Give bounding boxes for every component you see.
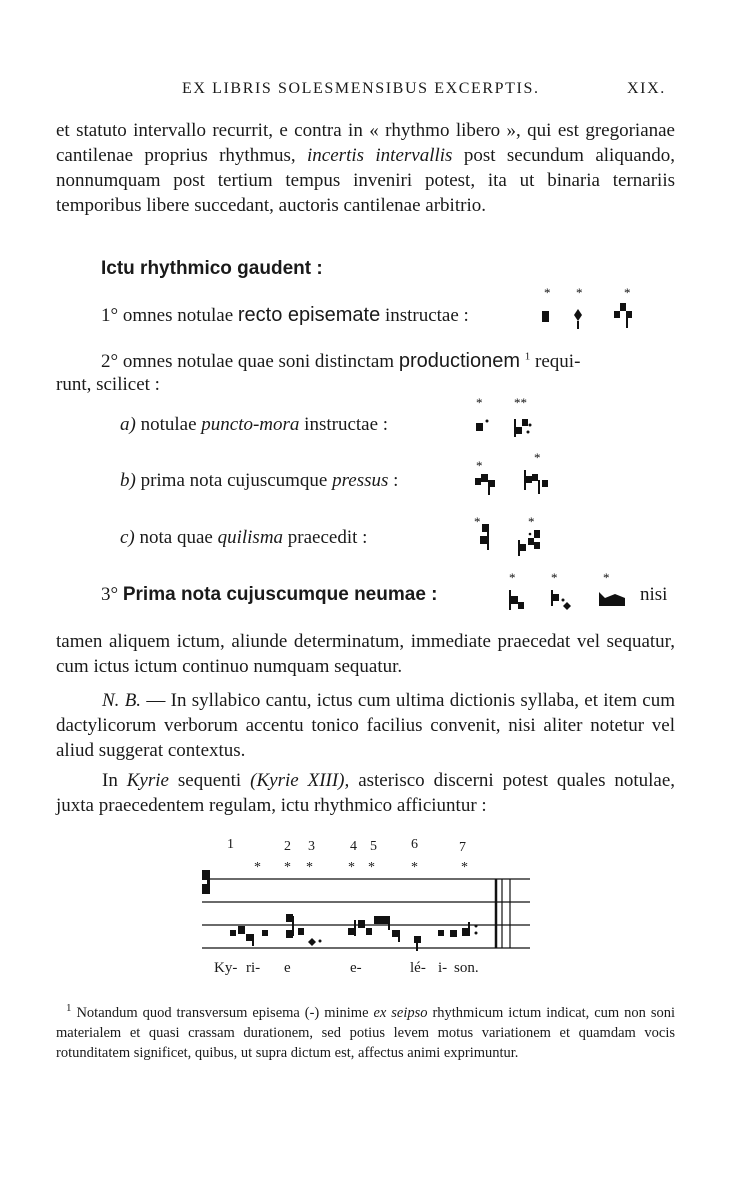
svg-text:*: * [624, 285, 631, 300]
sub-item-a: a) notulae puncto-mora instructae : [120, 414, 389, 435]
lyric-syllable: lé- [410, 960, 426, 976]
svg-text:*: * [534, 450, 541, 465]
page-number: XIX. [627, 80, 666, 97]
staff-number: 5 [370, 839, 377, 854]
item-3: 3° Prima nota cujuscumque neumae : [101, 584, 438, 605]
sub-item-c: c) nota quae quilisma praecedit : [120, 527, 368, 548]
staff-number: 4 [350, 839, 357, 854]
episema-neumes [530, 285, 650, 335]
asterisk: * [368, 860, 375, 875]
staff-number: 6 [411, 837, 418, 852]
kyrie-staff-example [200, 836, 532, 984]
svg-text:*: * [544, 285, 551, 300]
asterisk: * [254, 860, 261, 875]
pressus-neumes [470, 450, 570, 500]
lyric-syllable: ri- [246, 960, 261, 976]
staff-number: 1 [227, 837, 234, 852]
svg-text:*: * [551, 570, 558, 585]
svg-text:*: * [528, 514, 535, 529]
item-3-tail: nisi [640, 584, 668, 605]
section-heading: Ictu rhythmico gaudent : [101, 258, 323, 279]
asterisk: * [284, 860, 291, 875]
staff-number: 7 [459, 840, 466, 855]
svg-text:*: * [509, 570, 516, 585]
svg-text:*: * [603, 570, 610, 585]
lyric-syllable: son. [454, 960, 479, 976]
asterisk: * [348, 860, 355, 875]
paragraph-kyrie: In Kyrie sequenti (Kyrie XIII), asterisco discerni potest quales notulae, juxta praecedentem regulam, ictu rhythmico afficiuntur : [56, 770, 676, 816]
lyric-syllable: e- [350, 960, 362, 976]
quilisma-neumes [470, 512, 570, 562]
svg-text:*: * [476, 395, 483, 410]
puncto-mora-neumes [470, 395, 550, 440]
lyric-syllable: i- [438, 960, 448, 976]
item-2: 2° omnes notulae quae soni distinctam productionem $^1$ requi- [101, 350, 581, 372]
asterisk: * [461, 860, 468, 875]
svg-text:*: * [576, 285, 583, 300]
staff-number: 2 [284, 839, 291, 854]
asterisk: * [306, 860, 313, 875]
lyric-syllable: e [284, 960, 291, 976]
first-note-neumes [505, 570, 635, 615]
item-1: 1° omnes notulae recto episemate instructae : [101, 304, 469, 326]
paragraph-rhythm: et statuto intervallo recurrit, e contra in « rhythmo libero », qui est gregorianae cantilenae proprius rhythmus, incertis intervallis post secundum aliquando, nonnumquam post tertium tempus inveniri potest, ita ut binaria ternariis temporibus libere succedant, auctoris cantilenae arbitrio. [56, 120, 676, 216]
paragraph-ictus: tamen aliquem ictum, aliunde determinatum, immediate praecedat vel sequatur, cum ictus ictum continuo numquam sequatur. [56, 631, 675, 677]
footnote: $^1$ Notandum quod transversum episema (-) minime ex seipso rhythmicum ictum indicat, cum non soni materialem et quasi crassam durationem, sed potius levem motus variationem et quamdam vocis rotunditatem significet, quibus, ut supra dictum est, affectus animi exprimuntur. [56, 1002, 675, 1061]
svg-text:**: ** [514, 395, 527, 410]
asterisk: * [411, 860, 418, 875]
paragraph-nota-bene: N. B. — In syllabico cantu, ictus cum ultima dictionis syllaba, et item cum dactylicorum verborum accentu tonico facilius convenit, nisi aliter notetur vel aliud suggerat contextus. [56, 690, 676, 761]
item-2-continuation: runt, scilicet : [56, 374, 160, 395]
lyric-syllable: Ky- [214, 960, 238, 976]
svg-text:*: * [476, 458, 483, 473]
sub-item-b: b) prima nota cujuscumque pressus : [120, 470, 399, 491]
running-title: EX LIBRIS SOLESMENSIBUS EXCERPTIS. [182, 80, 540, 97]
svg-text:*: * [474, 514, 481, 529]
staff-number: 3 [308, 839, 315, 854]
